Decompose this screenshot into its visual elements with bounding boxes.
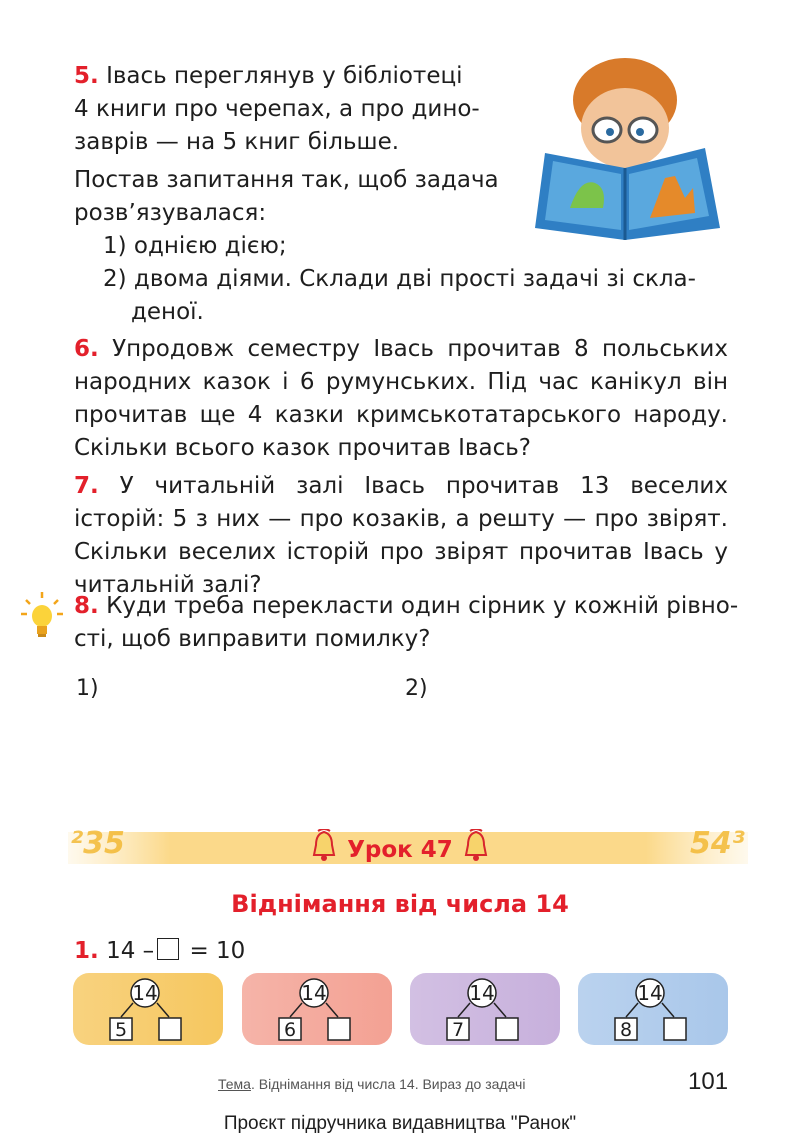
boy-reading-book-illustration: [525, 58, 730, 240]
task7-text: 7. У читальній залі Івась прочитав 13 веселих історій: 5 з них — про козаків, а решту — про звірят. Скільки веселих історій про звірят прочитав Івась у читальній залі?: [74, 473, 728, 598]
task5-line1: 5. Івась переглянув у бібліотеці: [74, 63, 463, 89]
task5-option2-line1: 2) двома діями. Склади дві прості задачі зі скла-: [103, 266, 696, 292]
page-number: 101: [688, 1068, 729, 1095]
lesson-banner-left-digits: ²35: [70, 826, 125, 861]
task5-question-line2: розв’язувалася:: [74, 200, 267, 226]
task6-text: 6. Упродовж семестру Івась прочитав 8 польських народних казок і 6 румунських. Під час канікул він прочитав ще 4 казки кримськотатарського народу. Скільки всього казок прочитав Івась?: [74, 336, 728, 461]
matchstick-digit-7: [322, 682, 352, 742]
whole-number: 14: [469, 981, 495, 1005]
known-part: 6: [283, 1019, 297, 1041]
branch-line-right: [662, 1003, 674, 1017]
matchstick-equations: [110, 676, 730, 750]
number-decomposition-card: [73, 973, 223, 1045]
branch-line-right: [326, 1003, 338, 1017]
lesson-subtitle: Віднімання від числа 14: [231, 890, 569, 918]
answer-box[interactable]: [157, 938, 179, 960]
decomposition-diagram: [578, 973, 728, 1045]
lightbulb-icon: [20, 590, 64, 640]
task5-option1: 1) однією дією;: [103, 233, 287, 259]
whole-number: 14: [637, 981, 663, 1005]
decomposition-diagram: [73, 973, 223, 1045]
branch-line-left: [290, 1003, 302, 1017]
equation2-label: 2): [405, 676, 428, 701]
task5-option2-line2: деної.: [131, 299, 204, 325]
task5-line3: заврів — на 5 книг більше.: [74, 129, 400, 155]
matchstick-digit-5: [116, 682, 146, 744]
branch-line-left: [121, 1003, 133, 1017]
matchstick-digit-5b: [556, 682, 586, 744]
branch-line-left: [458, 1003, 470, 1017]
lesson-title: Урок 47: [0, 829, 800, 870]
number-decomposition-card: [242, 973, 392, 1045]
answer-box[interactable]: [496, 1018, 518, 1040]
matchstick-digit-4: [228, 682, 258, 742]
number-decomposition-card: [410, 973, 560, 1045]
branch-line-right: [494, 1003, 506, 1017]
matchstick-equals-1: [278, 706, 304, 720]
number-decomposition-card: [578, 973, 728, 1045]
task5-question-line1: Постав запитання так, щоб задача: [74, 167, 499, 193]
matchstick-plus-2: [500, 703, 524, 723]
task8-line2: сті, щоб виправити помилку?: [74, 626, 431, 652]
lesson-banner-right-digits: 54³: [690, 826, 745, 861]
footer-topic: Тема. Віднімання від числа 14. Вираз до задачі: [218, 1076, 526, 1092]
known-part: 5: [114, 1019, 128, 1041]
task8-line1: 8. Куди треба перекласти один сірник у кожній рівно-: [74, 593, 739, 619]
publisher-credit: Проєкт підручника видавництва "Ранок": [223, 1113, 577, 1134]
whole-number: 14: [301, 981, 327, 1005]
answer-box[interactable]: [664, 1018, 686, 1040]
branch-line-left: [626, 1003, 638, 1017]
decomposition-diagram: [242, 973, 392, 1045]
task5-line2: 4 книги про черепах, а про дино-: [74, 96, 480, 122]
exercise1-expression: 1. 14 – = 10: [74, 938, 246, 964]
whole-number: 14: [132, 981, 158, 1005]
matchstick-digit-6: [682, 682, 712, 744]
known-part: 8: [619, 1019, 633, 1041]
matchstick-equals-2: [606, 706, 632, 720]
matchstick-digit-8: [446, 682, 476, 744]
decomposition-diagram: [410, 973, 560, 1045]
branch-line-right: [157, 1003, 169, 1017]
matchstick-plus-1: [175, 703, 199, 723]
known-part: 7: [451, 1019, 465, 1041]
equation1-label: 1): [76, 676, 99, 701]
answer-box[interactable]: [328, 1018, 350, 1040]
answer-box[interactable]: [159, 1018, 181, 1040]
bell-icon: [309, 829, 339, 863]
bell-icon: [461, 829, 491, 863]
